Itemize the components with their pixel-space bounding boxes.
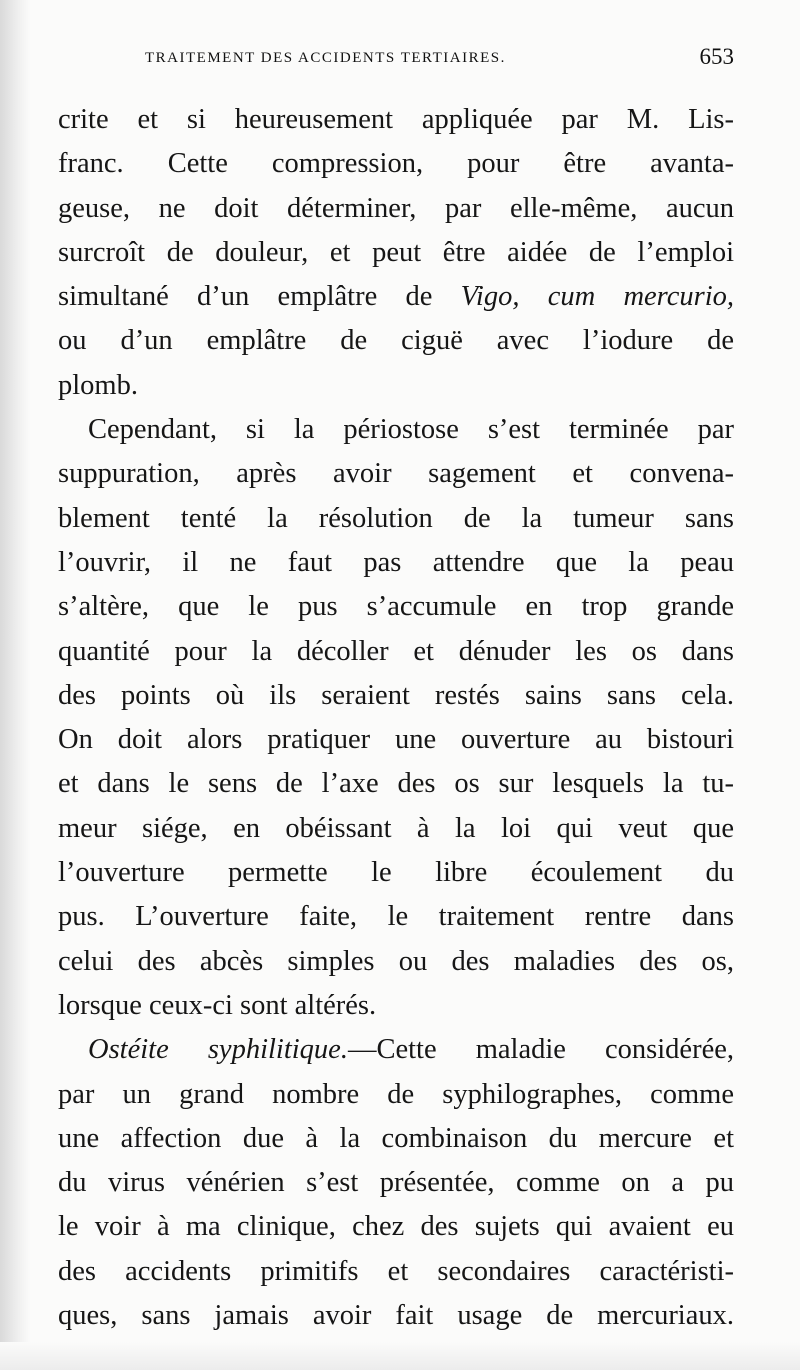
text-line [58, 1028, 734, 1072]
text-line: On doit alors pratiquer une ouverture au bistouri [58, 724, 734, 756]
text-span: simultané d’un emplâtre de [58, 281, 461, 313]
paragraph-2 [58, 408, 734, 1028]
text-line: pus. L’ouverture faite, le traitement rentre dans [58, 901, 734, 933]
text-line: celui des abcès simples ou des maladies des os, [58, 945, 734, 977]
text-line: s’altère, que le pus s’accumule en trop grande [58, 591, 734, 623]
page-gutter-shadow [0, 0, 30, 1370]
text-line: l’ouvrir, il ne faut pas attendre que la peau [58, 546, 734, 578]
section-title-italic: Ostéite syphilitique. [88, 1034, 348, 1066]
text-line: franc. Cette compression, pour être avanta- [58, 148, 734, 180]
text-line: l’ouverture permette le libre écoulement du [58, 857, 734, 889]
text-span: —Cette maladie considérée, [347, 1034, 734, 1066]
text-line: une affection due à la combinaison du mercure et [58, 1122, 734, 1154]
text-line: des accidents primitifs et secondaires caractéristi- [58, 1255, 734, 1287]
text-line: par un grand nombre de syphilographes, comme [58, 1078, 734, 1110]
text-line: blement tenté la résolution de la tumeur sans [58, 502, 734, 534]
page-header [145, 44, 734, 76]
text-line: crite et si heureusement appliquée par M. Lis- [58, 104, 734, 135]
text-line: surcroît de douleur, et peut être aidée de l’emploi [58, 236, 734, 268]
text-line: plomb. [58, 369, 138, 401]
italic-latin-term: Vigo, cum mercurio, [460, 281, 734, 313]
text-line [58, 275, 734, 319]
page-number: 653 [699, 44, 734, 69]
text-line: des points où ils seraient restés sains sans cela. [58, 679, 734, 711]
text-line: Cependant, si la périostose s’est terminée par [88, 414, 734, 446]
paragraph-1 [58, 98, 734, 408]
text-block [58, 98, 734, 1338]
text-line: geuse, ne doit déterminer, par elle-même, aucun [58, 192, 734, 224]
text-line: ou d’un emplâtre de ciguë avec l’iodure de [58, 325, 734, 357]
text-line: meur siége, en obéissant à la loi qui veut que [58, 812, 734, 844]
text-line: et dans le sens de l’axe des os sur lesquels la tu- [58, 768, 734, 800]
text-line: suppuration, après avoir sagement et convena- [58, 458, 734, 490]
text-line: du virus vénérien s’est présentée, comme on a pu [58, 1167, 734, 1199]
text-line: quantité pour la décoller et dénuder les os dans [58, 635, 734, 667]
text-line: lorsque ceux-ci sont altérés. [58, 989, 377, 1021]
text-line: ques, sans jamais avoir fait usage de mercuriaux. [58, 1300, 734, 1332]
text-line: le voir à ma clinique, chez des sujets qui avaient eu [58, 1211, 734, 1243]
paragraph-3 [58, 1028, 734, 1338]
running-title: TRAITEMENT DES ACCIDENTS TERTIAIRES. [145, 50, 506, 66]
page-bottom-edge [0, 1342, 800, 1370]
